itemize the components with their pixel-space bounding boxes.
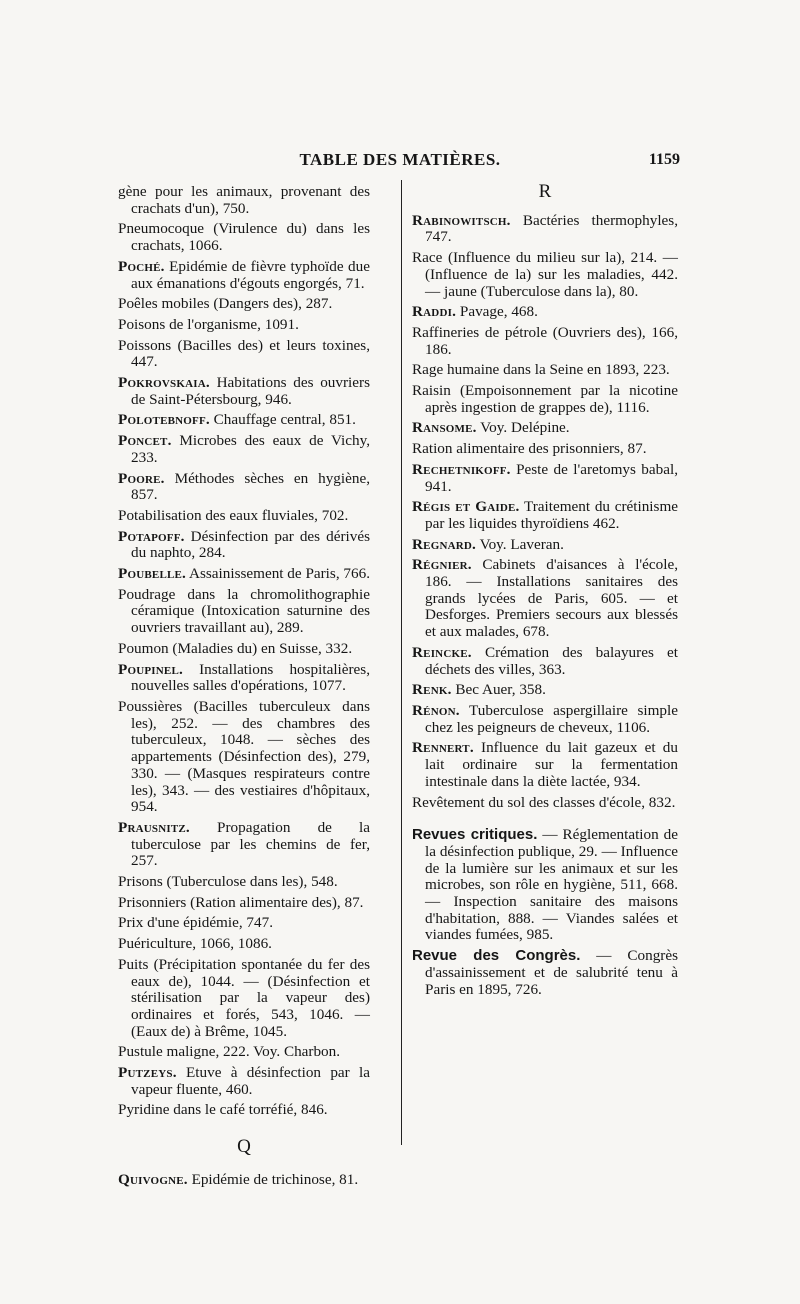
entry-text: Méthodes sèches en hygiène, 857. — [131, 469, 370, 504]
index-entry — [118, 412, 370, 429]
index-entry — [412, 827, 678, 944]
index-entry — [118, 317, 370, 334]
index-entry — [412, 383, 678, 416]
entry-heading: Poore. — [118, 469, 165, 487]
entry-text: Désinfection par des dérivés du naphto, 284. — [131, 527, 370, 562]
index-entry — [118, 184, 370, 217]
entry-text: Prisonniers (Ration alimentaire des), 87. — [118, 893, 364, 911]
index-entry — [118, 375, 370, 408]
index-entry — [118, 529, 370, 562]
section-letter-q: Q — [237, 1136, 251, 1158]
entry-heading: Ransome. — [412, 419, 477, 437]
entry-heading: Reincke. — [412, 643, 472, 661]
entry-text: Etuve à désinfection par la vapeur fluente, 460. — [131, 1064, 370, 1098]
entry-heading: Quivogne. — [118, 1170, 188, 1188]
index-entry — [412, 703, 678, 736]
entry-heading: Rechetnikoff. — [412, 460, 511, 478]
entry-text: Poissons (Bacilles des) et leurs toxines, 447. — [118, 336, 370, 371]
index-entry — [118, 1172, 370, 1189]
entry-heading: Poché. — [118, 257, 165, 275]
entry-text: Raisin (Empoisonnement par la nicotine après ingestion de grappes de), 1116. — [412, 382, 678, 416]
entry-text: Poudrage dans la chromolithographie céramique (Intoxication saturnine des ouvriers travaillant au), 289. — [118, 585, 370, 637]
entry-text: Epidémie de trichinose, 81. — [187, 1170, 359, 1188]
index-entry — [118, 1044, 370, 1061]
index-entry — [412, 682, 678, 699]
entry-text: Puériculture, 1066, 1086. — [118, 935, 272, 953]
index-entry — [118, 221, 370, 254]
index-entry — [118, 662, 370, 695]
entry-text: Cabinets d'aisances à l'école, 186. — Installations sanitaires des grands lycées de Paris, 605. — et Desforges. Premiers secours aux blessés et aux malades, 678. — [425, 556, 678, 641]
entry-text: Poêles mobiles (Dangers des), 287. — [118, 295, 333, 313]
entry-heading: Poubelle. — [118, 565, 187, 583]
index-entry — [412, 557, 678, 641]
page-header — [120, 150, 680, 174]
entry-text: Habitations des ouvriers de Saint-Pétersbourg, 946. — [131, 374, 370, 408]
index-entry — [118, 957, 370, 1041]
entry-text: Prix d'une épidémie, 747. — [118, 914, 274, 932]
entry-text: — Réglementation de la désinfection publique, 29. — Influence de la lumière sur les animaux et sur les microbes, son rôle en hygiène, 511, 668. — Inspection sanitaire des maisons d'habitation, 888. — Viandes salées et viandes fumées, 985. — [425, 826, 679, 944]
index-entry — [118, 1065, 370, 1098]
entry-text: Epidémie de fièvre typhoïde due aux émanations d'égouts engorgés, 71. — [131, 257, 370, 292]
entry-text: Peste de l'aretomys babal, 941. — [425, 460, 678, 495]
entry-heading: Revue des Congrès. — [412, 947, 581, 965]
entry-text: Potabilisation des eaux fluviales, 702. — [118, 506, 349, 524]
entry-text: Poussières (Bacilles tuberculeux dans les), 252. — des chambres des tuberculeux, 1048. — sèches des appartements (Désinfection des), 279, 330. — (Masques respirateurs contre les), 343. — des vestiaires d'hôpitaux, 954. — [118, 697, 370, 816]
entry-heading: Rabinowitsch. — [412, 211, 511, 229]
entry-text: Tuberculose aspergillaire simple chez les peigneurs de cheveux, 1106. — [425, 701, 678, 736]
entry-heading: Potapoff. — [118, 527, 185, 545]
index-entry — [412, 795, 678, 812]
index-entry — [118, 699, 370, 816]
entry-text: Influence du lait gazeux et du lait ordinaire sur la fermentation intestinale dans la diète lactée, 934. — [425, 739, 678, 790]
entry-text: Rage humaine dans la Seine en 1893, 223. — [412, 361, 670, 379]
index-entry — [118, 433, 370, 466]
index-entry — [118, 471, 370, 504]
index-entry — [118, 587, 370, 637]
entry-heading: Putzeys. — [118, 1064, 177, 1082]
entry-text: Ration alimentaire des prisonniers, 87. — [412, 440, 647, 458]
index-entry — [118, 641, 370, 658]
entry-text: Pyridine dans le café torréfié, 846. — [118, 1101, 328, 1119]
index-entry — [118, 915, 370, 932]
entry-text: Traitement du crétinisme par les liquides thyroïdiens 462. — [425, 498, 678, 532]
index-entry — [412, 441, 678, 458]
entry-text: Raffineries de pétrole (Ouvriers des), 166, 186. — [412, 323, 678, 358]
entry-heading: Rennert. — [412, 739, 474, 757]
entry-heading: Régis et Gaide. — [412, 498, 520, 516]
entry-text: — Congrès d'assainissement et de salubrité tenu à Paris en 1895, 726. — [425, 947, 678, 998]
entry-text: Crémation des balayures et déchets des villes, 363. — [425, 643, 678, 678]
entry-text: Pneumocoque (Virulence du) dans les crachats, 1066. — [118, 220, 370, 255]
entry-text: Assainissement de Paris, 766. — [186, 565, 370, 583]
index-entry — [118, 338, 370, 371]
entry-text: Poisons de l'organisme, 1091. — [118, 315, 299, 333]
entry-heading: Revues critiques. — [412, 826, 538, 844]
page-number: 1159 — [648, 151, 680, 168]
entry-text: Poumon (Maladies du) en Suisse, 332. — [118, 639, 353, 657]
running-title: TABLE DES MATIÈRES. — [299, 150, 501, 169]
index-entry — [412, 740, 678, 790]
index-entry — [412, 250, 678, 300]
left-column — [118, 184, 370, 1193]
entry-text: Propagation de la tuberculose par les chemins de fer, 257. — [131, 818, 370, 870]
entry-text: Race (Influence du milieu sur la), 214. — (Influence de la) sur les maladies, 442. — jaune (Tuberculose dans la), 80. — [412, 249, 678, 300]
index-entry — [412, 537, 678, 554]
index-entry — [412, 325, 678, 358]
entry-heading: Polotebnoff. — [118, 411, 210, 429]
index-entry — [118, 936, 370, 953]
entry-text: Pavage, 468. — [456, 303, 538, 321]
index-entry — [412, 948, 678, 998]
column-divider — [401, 180, 402, 1145]
index-entry — [412, 213, 678, 246]
entry-heading: Renk. — [412, 681, 452, 699]
entry-text: Voy. Delépine. — [476, 419, 570, 437]
entry-text: Bec Auer, 358. — [451, 681, 546, 699]
index-entry — [118, 259, 370, 292]
entry-text: Prisons (Tuberculose dans les), 548. — [118, 873, 338, 891]
index-entry — [412, 362, 678, 379]
entry-text: Chauffage central, 851. — [209, 411, 356, 429]
entry-text: gène pour les animaux, provenant des crachats d'un), 750. — [118, 183, 370, 217]
section-letter-r: R — [538, 181, 552, 202]
entry-heading: Pokrovskaia. — [118, 374, 210, 392]
entry-heading: Rénon. — [412, 701, 460, 719]
index-entry — [118, 874, 370, 891]
index-entry — [412, 499, 678, 532]
entry-text: Microbes des eaux de Vichy, 233. — [131, 432, 370, 466]
index-entry — [118, 895, 370, 912]
entry-text: Bactéries thermophyles, 747. — [425, 211, 678, 246]
entry-text: Revêtement du sol des classes d'école, 832. — [412, 793, 676, 811]
entry-heading: Poncet. — [118, 432, 172, 450]
entry-text: Puits (Précipitation spontanée du fer des eaux de), 1044. — (Désinfection et stérilisation par la vapeur des) ordinaires et forés, 543, 1046. — (Eaux de) à Brême, 1045. — [118, 955, 370, 1040]
index-entry — [412, 645, 678, 678]
right-column — [412, 181, 679, 1002]
entry-text: Voy. Laveran. — [476, 535, 564, 553]
index-entry — [412, 462, 678, 495]
index-entry — [412, 304, 678, 321]
entry-heading: Poupinel. — [118, 660, 183, 678]
index-entry — [118, 820, 370, 870]
index-entry — [118, 566, 370, 583]
index-entry — [412, 420, 678, 437]
index-entry — [118, 508, 370, 525]
index-entry — [118, 296, 370, 313]
entry-text: Installations hospitalières, nouvelles salles d'opérations, 1077. — [131, 660, 370, 695]
index-entry — [118, 1102, 370, 1119]
entry-heading: Raddi. — [412, 303, 457, 321]
entry-heading: Regnard. — [412, 535, 477, 553]
entry-heading: Prausnitz. — [118, 818, 190, 836]
entry-heading: Régnier. — [412, 556, 472, 574]
entry-text: Pustule maligne, 222. Voy. Charbon. — [118, 1043, 341, 1061]
